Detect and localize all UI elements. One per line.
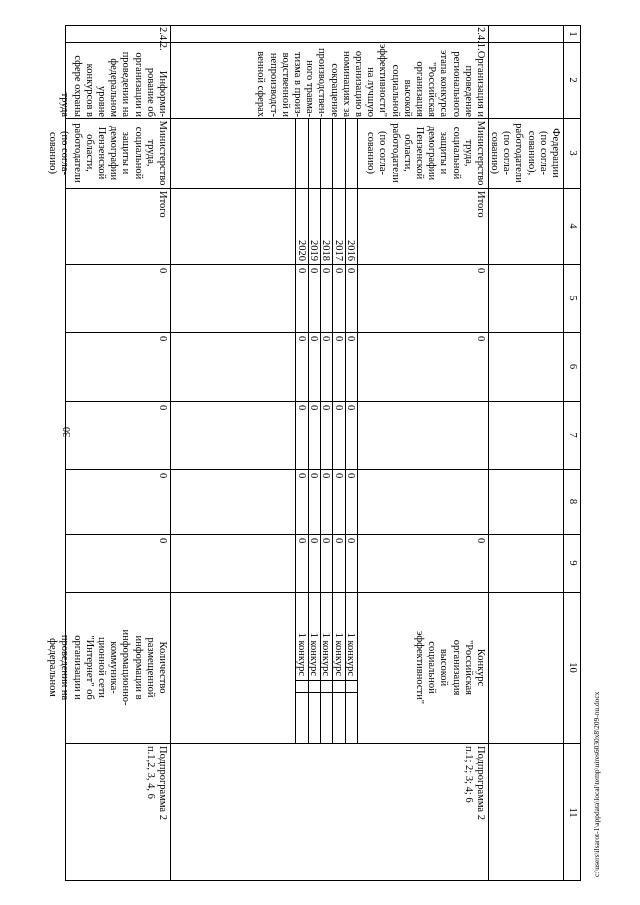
activity-name: сокращение [328, 63, 340, 117]
executor-cell: сованию), [525, 130, 537, 176]
activity-name: "Российская [426, 61, 438, 117]
funding-value: 0 [332, 336, 344, 342]
indicator-value: 1 конкурс [332, 632, 344, 676]
indicator-value: 1 конкурс [345, 632, 356, 676]
funding-value: 0 [308, 405, 320, 411]
funding-value: 0 [157, 473, 168, 479]
activity-name: организацию в [353, 50, 364, 117]
executor-cell: сованию) [365, 132, 377, 174]
activity-name: этапа конкурса [438, 50, 450, 117]
funding-value: 0 [295, 538, 307, 544]
funding-value: 0 [345, 538, 356, 544]
indicator-text: коммуника- [108, 641, 120, 694]
column-divider [66, 534, 580, 535]
executor-cell: (по согла- [537, 130, 549, 176]
total-label: Итого [157, 191, 168, 218]
activity-name: Информи- [157, 70, 168, 117]
executor-cell: Федерации [550, 128, 561, 178]
activity-name: конкурсов в [83, 63, 95, 117]
funding-value: 0 [475, 538, 486, 544]
funding-value: 0 [295, 336, 307, 342]
column-divider [66, 401, 580, 402]
funding-value: 0 [157, 268, 168, 274]
activity-name: водственной и [279, 52, 291, 117]
activity-name: рование об [144, 67, 156, 117]
activity-name: эффективности" [377, 43, 389, 117]
activity-name: непроизводст- [267, 52, 279, 117]
executor-cell: социальной [132, 126, 144, 180]
executor-cell: Министерство [157, 120, 168, 186]
activity-name: социальной [389, 64, 401, 117]
funding-value: 0 [345, 405, 356, 411]
column-number-header: 7 [567, 432, 578, 438]
funding-value: 0 [320, 268, 332, 274]
funding-value: 0 [332, 268, 344, 274]
program-reference: п.1; 2; 3; 4; 6 [462, 746, 474, 803]
funding-value: 0 [157, 538, 168, 544]
funding-value: 0 [308, 473, 320, 479]
activity-name: регионального [450, 51, 462, 117]
activity-name: уровне [96, 86, 107, 117]
activity-name: венной сферах [255, 51, 267, 117]
indicator-text: "Интернет" об [83, 635, 95, 700]
column-number-header: 6 [567, 363, 578, 370]
funding-value: 0 [308, 538, 320, 544]
indicator-text: Количество [157, 641, 168, 694]
funding-value: 0 [308, 268, 320, 274]
indicator-text: организация [450, 639, 462, 696]
program-reference: Подпрограмма 2 [157, 746, 168, 820]
indicator-text: размещенной [144, 637, 156, 698]
funding-value: 0 [332, 405, 344, 411]
indicator-text: эффективности" [414, 630, 425, 705]
column-divider [66, 743, 580, 744]
activity-name: ного травма- [304, 60, 316, 117]
executor-cell: Пензенской [96, 126, 107, 180]
executor-cell: работодатели [389, 123, 401, 183]
executor-cell: демографии [108, 125, 120, 181]
funding-value: 0 [320, 336, 332, 342]
activity-name: номинациях за [340, 51, 352, 117]
year-label: 2020 [295, 240, 307, 261]
executor-cell: Пензенской [414, 126, 425, 180]
column-number-header: 8 [567, 498, 578, 505]
executor-cell: труда, [144, 139, 156, 167]
activity-table [47, 25, 581, 881]
executor-cell: сованию) [489, 132, 500, 174]
activity-name: производствен- [316, 48, 328, 117]
executor-cell: сованию) [47, 132, 59, 174]
executor-cell: работодатели [71, 123, 83, 183]
column-number-header: 10 [567, 662, 578, 673]
activity-name: проведение [462, 65, 474, 117]
year-row-divider [357, 118, 358, 743]
activity-name: организация [414, 61, 425, 117]
indicator-subgrid-line [297, 692, 359, 693]
executor-cell: (по согла- [501, 130, 513, 176]
executor-cell: демографии [426, 125, 438, 181]
activity-name: организации и [132, 52, 144, 117]
activity-name: тизма в произ- [292, 51, 303, 117]
executor-cell: (по согла- [377, 130, 389, 176]
indicator-subgrid-line [297, 680, 359, 681]
indicator-text: организации и [71, 635, 83, 700]
executor-cell: работодатели [513, 123, 525, 183]
column-number-header: 3 [567, 150, 578, 156]
indicator-value: 1 конкурс [320, 632, 332, 676]
indicator-text: "Российская [462, 639, 474, 696]
total-label: Итого [475, 191, 486, 218]
funding-value: 0 [295, 473, 307, 479]
executor-cell: Министерство [475, 120, 486, 186]
activity-name: труда [59, 92, 71, 117]
funding-value: 0 [308, 336, 320, 342]
funding-value: 0 [475, 336, 486, 342]
indicator-text: ционной сети [96, 637, 107, 698]
indicator-text: Конкурс [475, 648, 486, 687]
page-number: 30 [62, 427, 73, 437]
executor-cell: (по согла- [59, 130, 71, 176]
column-number-header: 9 [567, 560, 578, 566]
funding-value: 0 [475, 268, 486, 274]
activity-name: на лучшую [365, 67, 377, 117]
row-divider [563, 26, 564, 880]
activity-name: федеральном [108, 58, 120, 117]
indicator-text: социальной [426, 641, 438, 694]
year-label: 2016 [345, 240, 356, 261]
program-reference: Подпрограмма 2 [475, 746, 486, 820]
indicator-text: информации в [132, 635, 144, 700]
executor-cell: области, [83, 134, 95, 172]
row-number: 2.4.2. [157, 27, 168, 51]
funding-value: 0 [332, 473, 344, 479]
column-number-header: 4 [567, 223, 578, 229]
indicator-text: информационно- [120, 629, 132, 706]
funding-value: 0 [345, 336, 356, 342]
funding-value: 0 [332, 538, 344, 544]
indicator-text: высокой [438, 648, 450, 687]
funding-value: 0 [320, 538, 332, 544]
funding-value: 0 [157, 405, 168, 411]
year-label: 2017 [332, 240, 344, 261]
executor-cell: защиты и [120, 131, 132, 175]
column-number-header: 11 [567, 807, 578, 818]
column-number-header: 2 [567, 77, 578, 83]
year-label: 2018 [320, 240, 332, 261]
column-number-header: 1 [567, 31, 578, 37]
year-label: 2019 [308, 240, 320, 261]
funding-value: 0 [157, 336, 168, 342]
program-reference: п.1,2, 3, 4, 6 [144, 746, 156, 799]
funding-value: 0 [345, 268, 356, 274]
executor-cell: защиты и [438, 131, 450, 175]
indicator-value: 1 конкурс [308, 632, 320, 676]
row-number: 2.4.1. [475, 27, 486, 51]
executor-cell: области, [401, 134, 413, 172]
indicator-text: проведении на [59, 634, 71, 701]
column-divider [66, 264, 580, 265]
funding-value: 0 [320, 473, 332, 479]
funding-value: 0 [320, 405, 332, 411]
file-path-footer: c:\users\ilsarot-1\appdata\local\temp\uires6030x8\209-nu.docx [592, 691, 601, 877]
activity-name: проведении на [120, 51, 132, 117]
indicator-text: федеральном [47, 638, 59, 697]
funding-value: 0 [295, 405, 307, 411]
activity-name: сфере охраны [71, 55, 83, 117]
activity-name: Организация и [475, 50, 486, 117]
funding-value: 0 [295, 268, 307, 274]
activity-name: высокой [401, 79, 413, 117]
indicator-value: 1 конкурс [295, 632, 307, 676]
column-divider [66, 332, 580, 333]
executor-cell: труда, [462, 139, 474, 167]
column-number-header: 5 [567, 295, 578, 301]
row-divider [170, 26, 171, 880]
column-divider [66, 469, 580, 470]
funding-value: 0 [345, 473, 356, 479]
executor-cell: социальной [450, 126, 462, 180]
